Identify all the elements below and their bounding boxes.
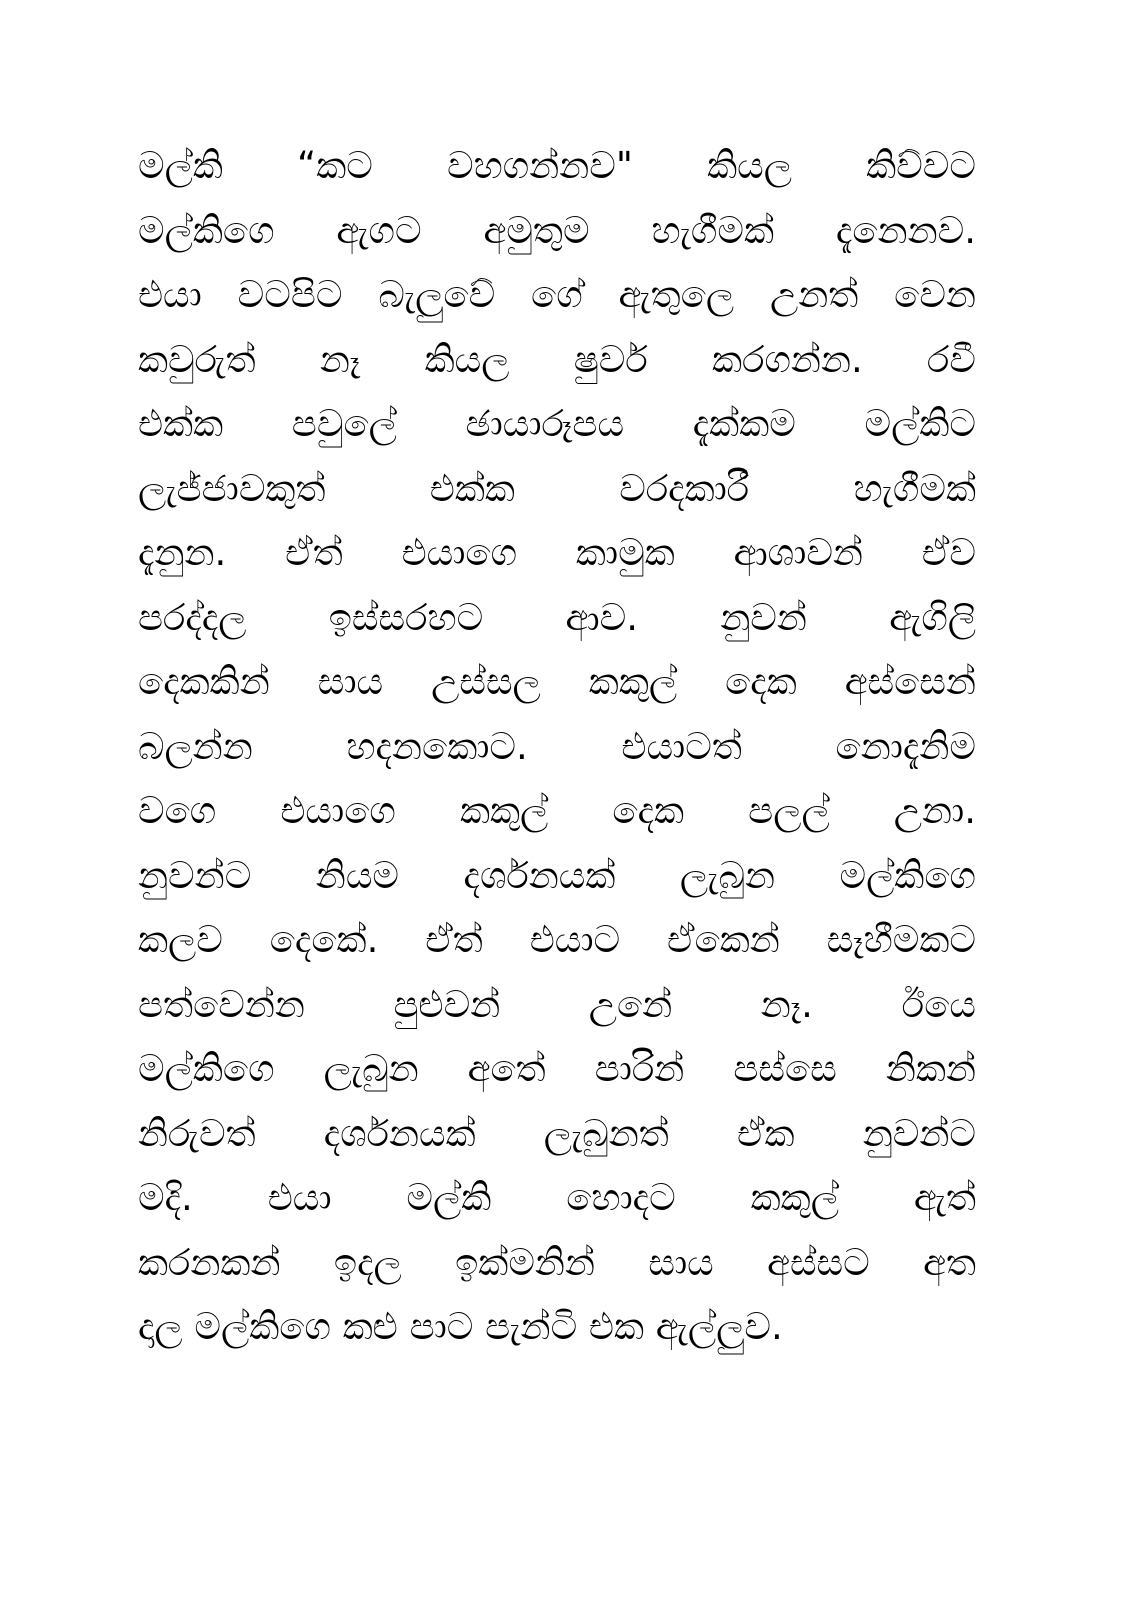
paragraph-line: බලන්න හදනකොට. එයාටත් නොදැනිම: [138, 724, 976, 768]
paragraph-line: පරද්දල ඉස්සරහට ආව. නුවන් ඇගිලි: [138, 595, 976, 639]
paragraph-line: නිරුවත් දර්ශනයක් ලැබුනත් ඒක නුවන්ට: [138, 1111, 976, 1155]
paragraph-line: දාල මල්කිගෙ කළු පාට පැන්ටි එක ඇල්ලුව.: [138, 1305, 783, 1348]
paragraph-line: මල්කි “කට වහගන්නව" කියල කිව්වට: [138, 144, 976, 187]
paragraph-line: කවුරුත් නෑ කියල ෂුවර් කරගන්න. රවී: [138, 337, 976, 381]
paragraph-line: එක්ක පවුලේ ඡායාරූපය දැක්කම මල්කිට: [138, 402, 976, 445]
paragraph-line: කරනකන් ඉදල ඉක්මනින් සාය අස්සට අත: [138, 1240, 976, 1284]
body-paragraph: [138, 134, 976, 1360]
paragraph-line: වගෙ එයාගෙ කකුල් දෙක පලල් උනා.: [138, 789, 976, 832]
paragraph-line: මල්කිගෙ ඇගට අමුතුම හැගීමක් දැනෙනව.: [138, 208, 976, 252]
paragraph-line: මදි. එයා මල්කි හොදට කකුල් ඇත්: [138, 1176, 976, 1219]
paragraph-line: දැනුන. ඒත් එයාගෙ කාමුක ආශාවන් ඒව: [138, 531, 976, 574]
paragraph-line: එයා වටපිට බැලුවේ ගේ ඇතුලෙ උනත් වෙන: [138, 273, 976, 316]
paragraph-line: පත්වෙන්න පුළුවන් උනේ නෑ. ඊයෙ: [138, 982, 976, 1026]
paragraph-line: නුවන්ට නියම දර්ශනයක් ලැබුන මල්කිගෙ: [138, 853, 976, 897]
paragraph-line: ලැජ්ජාවකුත් එක්ක වරදකාරී හැගීමක්: [138, 466, 976, 510]
paragraph-line: මල්කිගෙ ලැබුන අතේ පාරින් පස්සෙ නිකන්: [138, 1047, 976, 1090]
paragraph-line: දෙකකින් සාය උස්සල කකුල් දෙක අස්සෙන්: [138, 660, 976, 703]
paragraph-line: කලව දෙකේ. ඒත් එයාට ඒකෙන් සෑහීමකට: [138, 918, 976, 961]
